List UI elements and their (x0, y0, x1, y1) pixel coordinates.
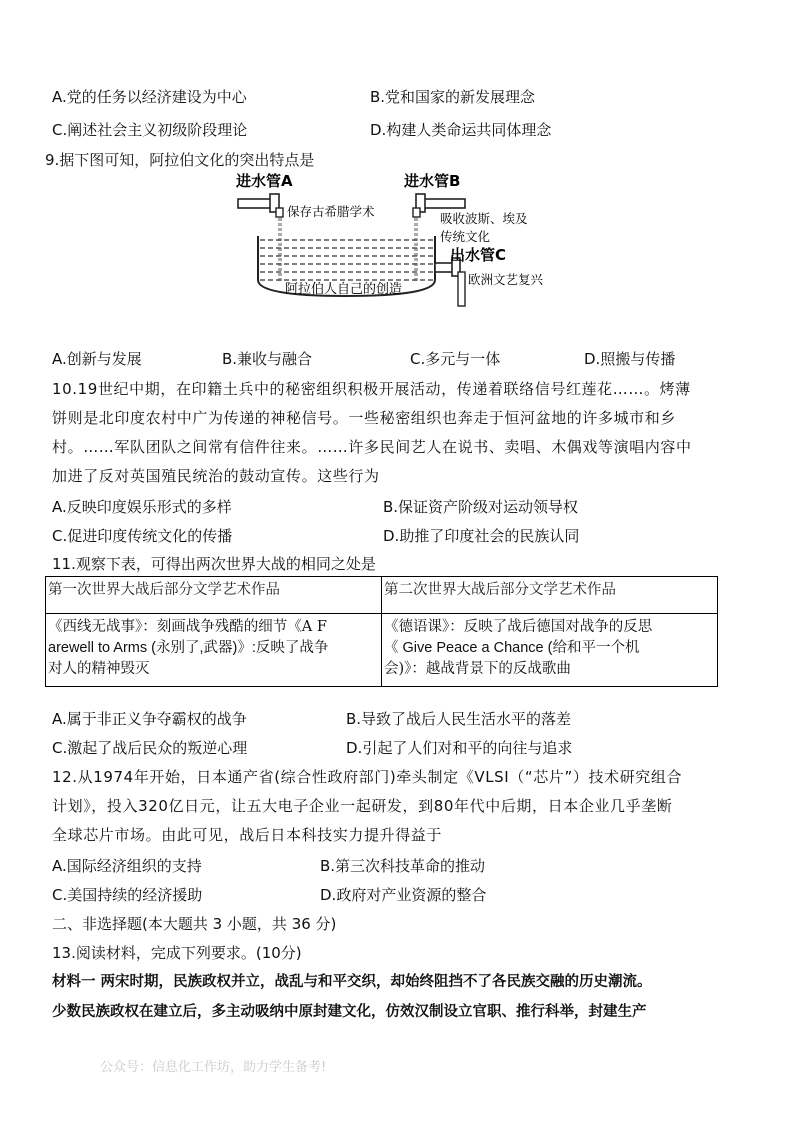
q10-line-4: 加进了反对英国殖民统治的鼓动宣传。这些行为 (52, 467, 380, 485)
q10-option-c: C.促进印度传统文化的传播 (52, 527, 233, 545)
tank-label: 阿拉伯人自己的创造 (285, 282, 403, 297)
footer-watermark: 公众号：信息化工作坊，助力学生备考! (100, 1060, 327, 1075)
ww2-line-1: 《德语课》：反映了战后德国对战争的反思 (384, 619, 653, 635)
q11-option-b: B.导致了战后人民生活水平的落差 (346, 710, 572, 728)
q11-option-c: C.激起了战后民众的叛逆心理 (52, 739, 248, 757)
ww1-line-1: 《西线无战事》：刻画战争残酷的细节《A F (48, 619, 327, 635)
q12-stem (52, 763, 742, 850)
q8-option-b: B.党和国家的新发展理念 (370, 88, 536, 106)
q10-stem (52, 375, 742, 491)
ww2-line-2: 《 Give Peace a Chance (给和平一个机 (384, 640, 640, 656)
outlet-pipe-c (435, 258, 465, 306)
pipe-c-label: 出水管C (450, 246, 507, 264)
table-header-ww1: 第一次世界大战后部分文学艺术作品 (46, 577, 382, 614)
q10-line-2: 饼则是北印度农村中广为传递的神秘信号。一些秘密组织也奔走于恒河盆地的许多城市和乡 (52, 409, 677, 427)
q10-option-a: A.反映印度娱乐形式的多样 (52, 498, 232, 516)
q11-option-a: A.属于非正义争夺霸权的战争 (52, 710, 247, 728)
q12-option-d: D.政府对产业资源的整合 (320, 886, 487, 904)
q9-option-c: C.多元与一体 (410, 350, 501, 368)
q10-option-b: B.保证资产阶级对运动领导权 (383, 498, 579, 516)
q9-stem: 9.据下图可知，阿拉伯文化的突出特点是 (45, 151, 315, 169)
ww2-line-3: 会)》：越战背景下的反战歌曲 (384, 661, 571, 677)
water-lines (260, 240, 433, 280)
q10-line-3: 村。……军队团队之间常有信件往来。……许多民间艺人在说书、卖唱、木偶戏等演唱内容中 (52, 438, 692, 456)
ww1-line-2: arewell to Arms (永别了,武器)》:反映了战争 (48, 640, 329, 656)
q9-option-b: B.兼收与融合 (222, 350, 313, 368)
q12-line-3: 全球芯片市场。由此可见，战后日本科技实力提升得益于 (52, 826, 443, 844)
q11-stem: 11.观察下表，可得出两次世界大战的相同之处是 (52, 555, 376, 573)
q12-line-1: 12.从1974年开始，日本通产省(综合性政府部门)牵头制定《VLSI（“芯片”）技术研究组合 (52, 768, 683, 786)
pipe-b-note-1: 吸收波斯、埃及 (440, 211, 528, 226)
q10-line-1: 10.19世纪中期，在印籍土兵中的秘密组织积极开展活动，传递着联络信号红莲花……。烤薄 (52, 380, 691, 398)
pipe-b-note-2: 传统文化 (440, 229, 491, 244)
q11-option-d: D.引起了人们对和平的向往与追求 (346, 739, 573, 757)
q11-table (45, 576, 718, 687)
table-cell-ww2-works (382, 614, 718, 687)
section-2-title: 二、非选择题(本大题共 3 小题，共 36 分) (52, 915, 337, 933)
pipe-a-label: 进水管A (236, 172, 293, 190)
q8-option-d: D.构建人类命运共同体理念 (370, 121, 552, 139)
q12-option-a: A.国际经济组织的支持 (52, 857, 202, 875)
q9-option-a: A.创新与发展 (52, 350, 142, 368)
table-cell-ww1-works (46, 614, 382, 687)
inlet-pipe-a (238, 194, 283, 282)
q12-option-c: C.美国持续的经济援助 (52, 886, 203, 904)
q12-option-b: B.第三次科技革命的推动 (320, 857, 486, 875)
pipe-c-note: 欧洲文艺复兴 (468, 272, 544, 287)
q13-material-1-line-1: 材料一 两宋时期，民族政权并立，战乱与和平交织，却始终阻挡不了各民族交融的历史潮流。 (52, 973, 652, 990)
table-header-ww2: 第二次世界大战后部分文学艺术作品 (382, 577, 718, 614)
q13-stem: 13.阅读材料，完成下列要求。(10分) (52, 944, 302, 962)
q9-option-d: D.照搬与传播 (584, 350, 676, 368)
q8-option-a: A.党的任务以经济建设为中心 (52, 88, 247, 106)
pipe-b-label: 进水管B (404, 172, 461, 190)
q13-material-1-line-2: 少数民族政权在建立后，多主动吸纳中原封建文化，仿效汉制设立官职、推行科举，封建生产 (52, 1003, 647, 1020)
q8-option-c: C.阐述社会主义初级阶段理论 (52, 121, 248, 139)
q12-line-2: 计划》，投入320亿日元，让五大电子企业一起研发，到80年代中后期，日本企业几乎垄断 (52, 797, 673, 815)
arab-culture-diagram (230, 170, 560, 310)
ww1-line-3: 对人的精神毁灭 (48, 661, 150, 677)
q10-option-d: D.助推了印度社会的民族认同 (383, 527, 580, 545)
pipe-a-note: 保存古希腊学术 (287, 204, 375, 219)
